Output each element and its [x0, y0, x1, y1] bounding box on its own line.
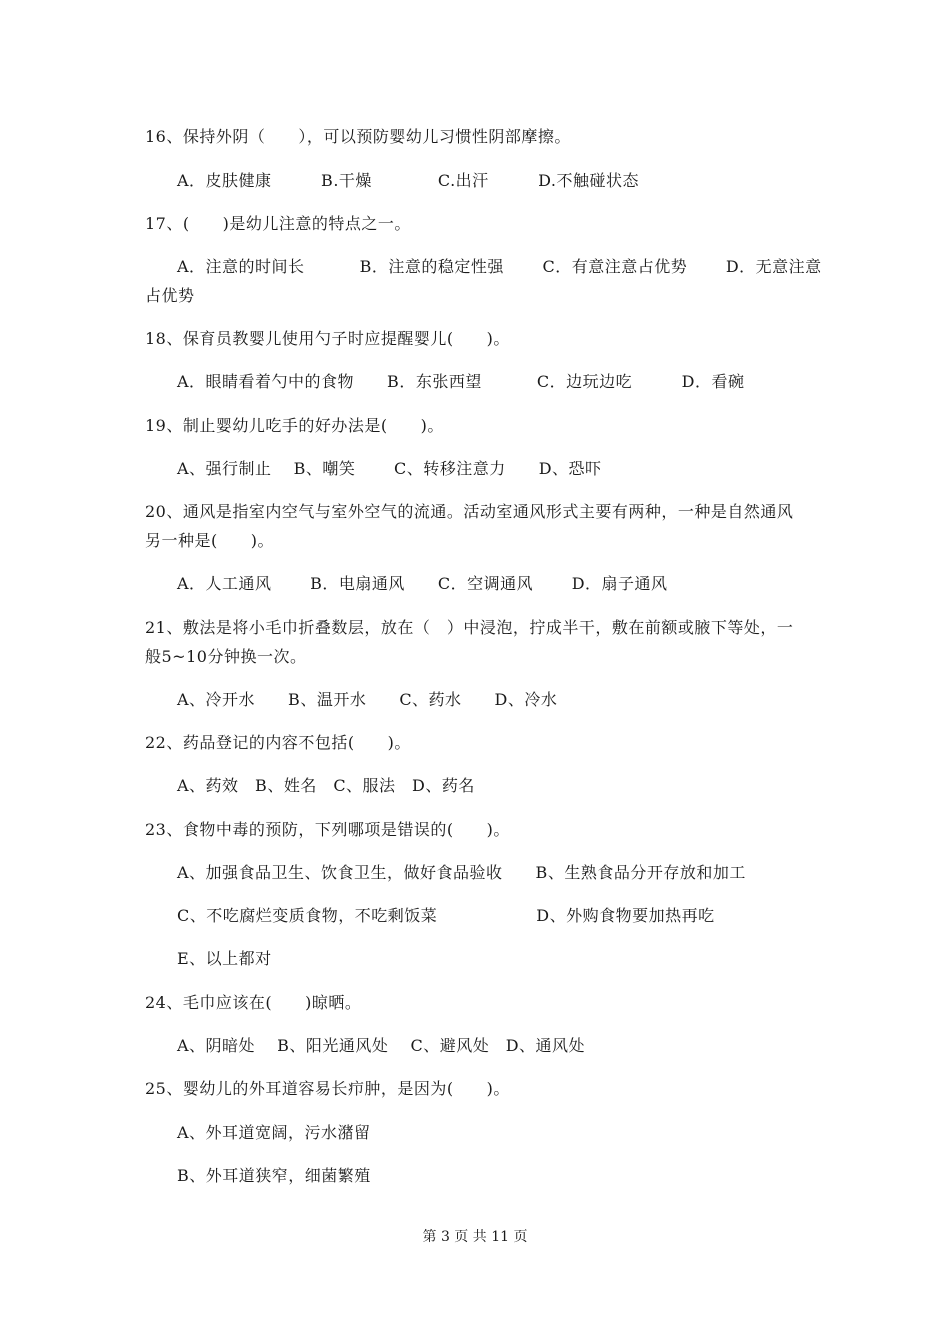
- question-17-options: A．注意的时间长 B．注意的稳定性强 C．有意注意占优势 D．无意注意: [177, 257, 822, 276]
- question-20-stem-continued: 另一种是( )。: [145, 531, 274, 550]
- question-25-stem: 25、婴幼儿的外耳道容易长疖肿，是因为( )。: [145, 1079, 510, 1098]
- question-25-option-a: A、外耳道宽阔，污水潴留: [177, 1123, 371, 1142]
- question-17-stem: 17、( )是幼儿注意的特点之一。: [145, 214, 411, 233]
- question-23-options-row1: A、加强食品卫生、饮食卫生，做好食品验收 B、生熟食品分开存放和加工: [177, 863, 746, 882]
- question-21-stem: 21、敷法是将小毛巾折叠数层，放在（ ）中浸泡，拧成半干，敷在前额或腋下等处，一: [145, 618, 794, 637]
- question-17-options-continued: 占优势: [145, 286, 195, 305]
- question-22-stem: 22、药品登记的内容不包括( )。: [145, 733, 411, 752]
- question-21-stem-continued: 般5~10分钟换一次。: [145, 647, 307, 666]
- question-24-stem: 24、毛巾应该在( )晾晒。: [145, 993, 362, 1012]
- question-22-options: A、药效 B、姓名 C、服法 D、药名: [177, 776, 475, 795]
- question-23-stem: 23、食物中毒的预防，下列哪项是错误的( )。: [145, 820, 510, 839]
- question-16-options: A．皮肤健康 B.干燥 C.出汗 D.不触碰状态: [177, 171, 640, 190]
- question-16-stem: 16、保持外阴（ ），可以预防婴幼儿习惯性阴部摩擦。: [145, 127, 571, 146]
- question-24-options: A、阴暗处 B、阳光通风处 C、避风处 D、通风处: [177, 1036, 586, 1055]
- question-23-options-row3: E、以上都对: [177, 949, 272, 968]
- question-18-options: A．眼睛看着勺中的食物 B．东张西望 C．边玩边吃 D．看碗: [177, 372, 745, 391]
- question-19-options: A、强行制止 B、嘲笑 C、转移注意力 D、恐吓: [177, 459, 602, 478]
- page-footer: [0, 1228, 950, 1246]
- question-19-stem: 19、制止婴幼儿吃手的好办法是( )。: [145, 416, 444, 435]
- question-18-stem: 18、保育员教婴儿使用勺子时应提醒婴儿( )。: [145, 329, 510, 348]
- question-21-options: A、冷开水 B、温开水 C、药水 D、冷水: [177, 690, 558, 709]
- question-20-stem: 20、通风是指室内空气与室外空气的流通。活动室通风形式主要有两种，一种是自然通风: [145, 502, 794, 521]
- question-25-option-b: B、外耳道狭窄，细菌繁殖: [177, 1166, 371, 1185]
- question-23-options-row2: C、不吃腐烂变质食物，不吃剩饭菜 D、外购食物要加热再吃: [177, 906, 715, 925]
- page-number-text: 第 3 页 共 11 页: [422, 1229, 528, 1245]
- question-20-options: A．人工通风 B．电扇通风 C．空调通风 D．扇子通风: [177, 574, 668, 593]
